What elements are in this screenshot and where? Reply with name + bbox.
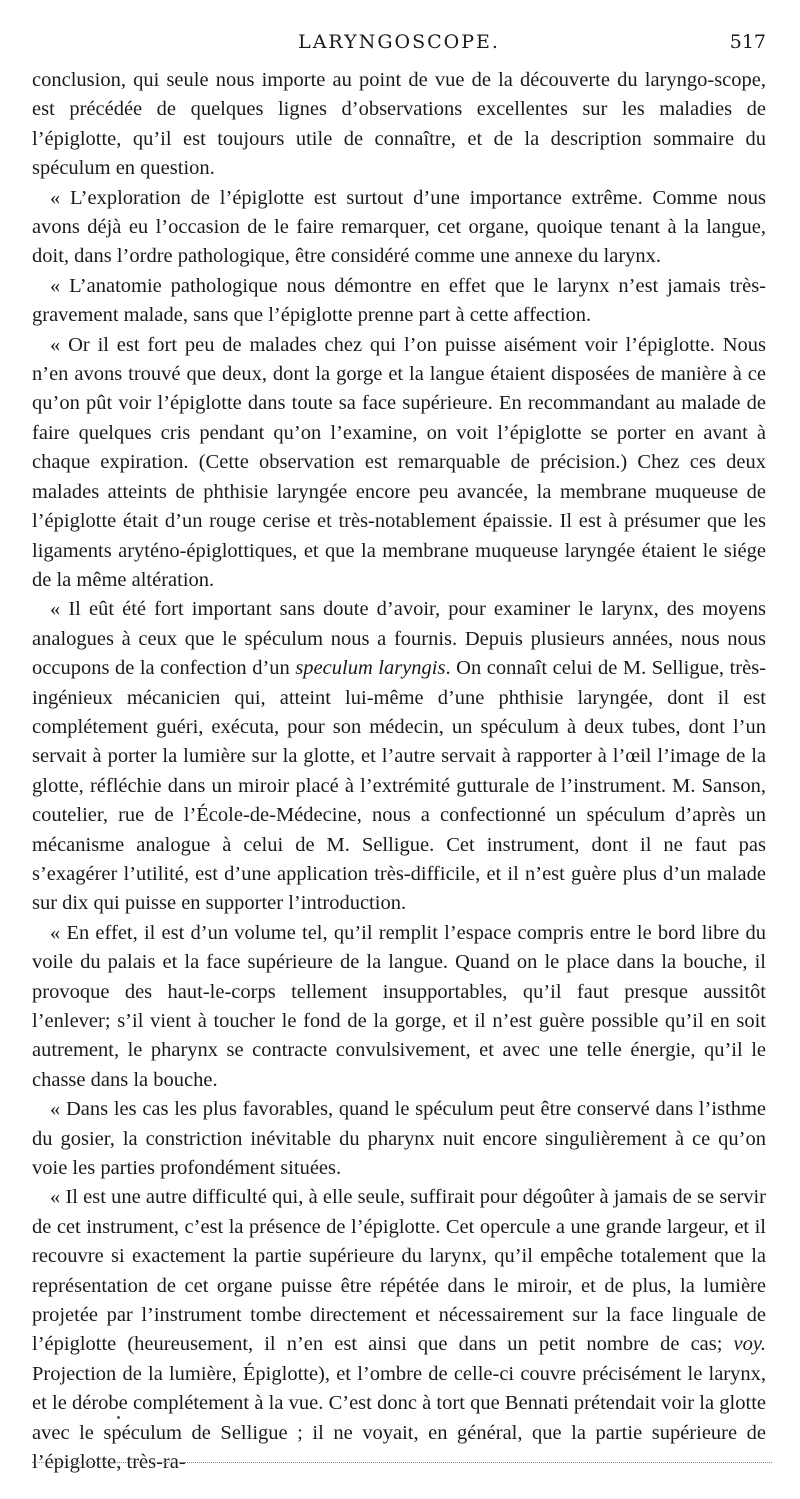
page-number: 517 (729, 31, 766, 53)
footer-dotted-rule (32, 1462, 772, 1463)
page-header (32, 30, 766, 60)
paragraph-8-italic: voy. (733, 1333, 766, 1356)
paragraph-5 (32, 595, 766, 918)
paragraph-5-part-1: « Il eût été fort important sans doute d’avoir, pour examiner le larynx, des moyens analogues à ceux que le spéculum nous a fournis. Depuis plusieurs années, nous nous occupons de la confection d’un (32, 598, 766, 680)
paragraph-5-part-2: . On connaît celui de M. Selligue, très-ingénieux mécanicien qui, atteint lui-même d’une phthisie laryngée, dont il est complétement guéri, exécuta, pour son médecin, un spéculum à deux tubes, dont l’un servait à porter la lumière sur la glotte, et l’autre servait à rapporter à l’œil l’image de la glotte, réfléchie dans un miroir placé à l’extrémité gutturale de l’instrument. M. Sanson, coutelier, rue de l’École-de-Médecine, nous a confectionné un spéculum d’après un mécanisme analogue à celui de M. Selligue. Cet instrument, dont il ne faut pas s’exagérer l’utilité, est d’une application très-difficile, et il n’est guère plus d’un malade sur dix qui puisse en supporter l’introduction. (32, 657, 766, 915)
paragraph-8-part-2: Projection de la lumière, Épiglotte), et l’ombre de celle-ci couvre précisément le larynx, et le dérobe complétement à la vue. C’est donc à tort que Bennati prétendait voir la glotte avec le spéculum de Selligue ; il ne voyait, en général, que la partie supérieure de l’épiglotte, très-ra- (32, 1362, 766, 1474)
running-title: LARYNGOSCOPE. (298, 31, 500, 53)
paragraph-2: « L’exploration de l’épiglotte est surtout d’une importance extrême. Comme nous avons déjà eu l’occasion de le faire remarquer, cet organe, quoique tenant à la langue, doit, dans l’ordre pathologique, être considéré comme une annexe du larynx. (32, 186, 766, 268)
body-text (32, 66, 766, 1478)
paragraph-8-part-1: « Il est une autre difficulté qui, à elle seule, suffirait pour dégoûter à jamais de se servir de cet instrument, c’est la présence de l’épiglotte. Cet opercule a une grande largeur, et il recouvre si exactement la partie supérieure du larynx, qu’il empêche totalement que la représentation de cet organe puisse être répétée dans le miroir, et de plus, la lumière projetée par l’instrument tombe directement et nécessairement sur la face linguale de l’épiglotte (heureusement, il n’en est ainsi que dans un petit nombre de cas; (32, 1186, 766, 1356)
paragraph-4: « Or il est fort peu de malades chez qui l’on puisse aisément voir l’épiglotte. Nous n’en avons trouvé que deux, dont la gorge et la langue étaient disposées de manière à ce qu’on pût voir l’épiglotte dans toute sa face supérieure. En recommandant au malade de faire quelques cris pendant qu’on l’examine, on voit l’épiglotte se porter en avant à chaque expiration. (Cette observation est remarquable de précision.) Chez ces deux malades atteints de phthisie laryngée encore peu avancée, la membrane muqueuse de l’épiglotte était d’un rouge cerise et très-notablement épaissie. Il est à présumer que les ligaments aryténo-épiglottiques, et que la membrane muqueuse laryngée étaient le siége de la même altération. (32, 333, 766, 591)
paragraph-6: « En effet, il est d’un volume tel, qu’il remplit l’espace compris entre le bord libre du voile du palais et la face supérieure de la langue. Quand on le place dans la bouche, il provoque des haut-le-corps tellement insupportables, qu’il faut presque aussitôt l’enlever; s’il vient à toucher le fond de la gorge, et il n’est guère possible qu’il en soit autrement, le pharynx se contracte convulsivement, et avec une telle énergie, qu’il le chasse dans la bouche. (32, 921, 766, 1091)
paragraph-3: « L’anatomie pathologique nous démontre en effet que le larynx n’est jamais très-gravement malade, sans que l’épiglotte prenne part à cette affection. (32, 274, 766, 327)
stray-mark (117, 1416, 120, 1419)
paragraph-1: conclusion, qui seule nous importe au point de vue de la découverte du laryngo-scope, est précédée de quelques lignes d’observations excellentes sur les maladies de l’épiglotte, qu’il est toujours utile de connaître, et de la description sommaire du spéculum en question. (32, 69, 766, 180)
paragraph-7: « Dans les cas les plus favorables, quand le spéculum peut être conservé dans l’isthme du gosier, la constriction inévitable du pharynx nuit encore singulièrement à ce qu’on voie les parties profondément situées. (32, 1098, 766, 1180)
book-page (32, 30, 766, 1478)
paragraph-5-italic: speculum laryngis (295, 657, 446, 680)
paragraph-8 (32, 1183, 766, 1477)
